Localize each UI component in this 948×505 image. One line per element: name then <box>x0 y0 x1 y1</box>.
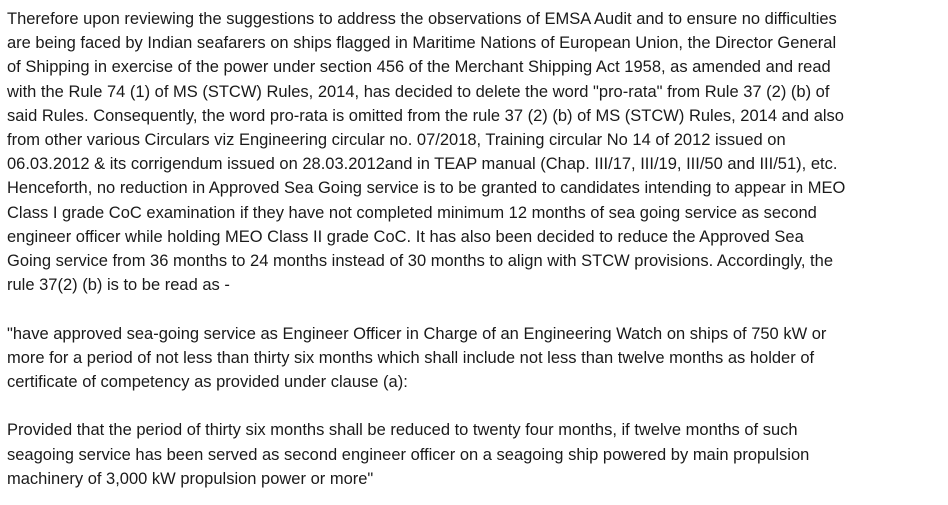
text-line: certificate of competency as provided under clause (a): <box>7 373 408 392</box>
text-line: engineer officer while holding MEO Class II grade CoC. It has also been decided to reduce the Approved Sea <box>7 227 804 246</box>
text-line: with the Rule 74 (1) of MS (STCW) Rules, 2014, has decided to delete the word "pro-rata" from Rule 37 (2) (b) of <box>7 82 830 101</box>
text-line: Henceforth, no reduction in Approved Sea Going service is to be granted to candidates intending to appear in MEO <box>7 179 846 198</box>
paragraph-intro <box>7 7 943 297</box>
text-line: Provided that the period of thirty six months shall be reduced to twenty four months, if twelve months of such <box>7 421 798 440</box>
text-line: from other various Circulars viz Engineering circular no. 07/2018, Training circular No 14 of 2012 issued on <box>7 131 786 150</box>
text-line: Class I grade CoC examination if they have not completed minimum 12 months of sea going service as second <box>7 203 817 222</box>
text-line: more for a period of not less than thirty six months which shall include not less than twelve months as holder of <box>7 348 815 367</box>
text-line: are being faced by Indian seafarers on ships flagged in Maritime Nations of European Union, the Director General <box>7 34 837 53</box>
text-line: machinery of 3,000 kW propulsion power or more" <box>7 469 374 488</box>
text-line: 06.03.2012 & its corrigendum issued on 28.03.2012and in TEAP manual (Chap. III/17, III/19, III/50 and III/51), etc. <box>7 155 838 174</box>
paragraph-spacer <box>7 297 943 321</box>
text-line: rule 37(2) (b) is to be read as - <box>7 276 230 295</box>
paragraph-quoted-rule <box>7 322 943 395</box>
paragraph-proviso <box>7 418 943 491</box>
text-line: of Shipping in exercise of the power under section 456 of the Merchant Shipping Act 1958, as amended and read <box>7 58 831 77</box>
document-body <box>7 7 943 491</box>
text-line: said Rules. Consequently, the word pro-rata is omitted from the rule 37 (2) (b) of MS (STCW) Rules, 2014 and also <box>7 106 844 125</box>
paragraph-spacer <box>7 394 943 418</box>
text-line: Going service from 36 months to 24 months instead of 30 months to align with STCW provisions. Accordingly, the <box>7 252 833 271</box>
text-line: seagoing service has been served as second engineer officer on a seagoing ship powered by main propulsion <box>7 445 810 464</box>
text-line: Therefore upon reviewing the suggestions to address the observations of EMSA Audit and to ensure no difficulties <box>7 10 837 28</box>
text-line: "have approved sea-going service as Engineer Officer in Charge of an Engineering Watch on ships of 750 kW or <box>7 324 827 343</box>
